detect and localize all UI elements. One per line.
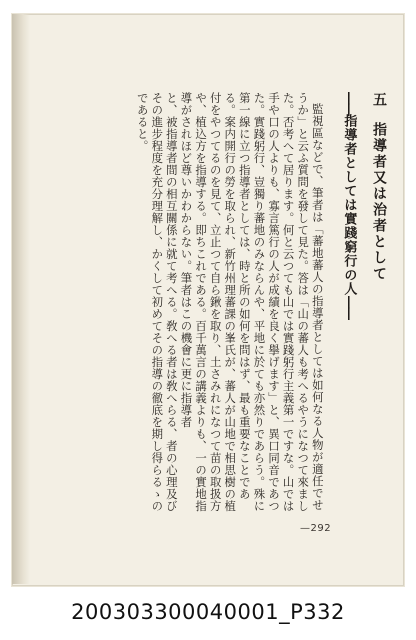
paragraph-2: と、被指導者間の相互關係に就て考へる。敎へる者は敎へらる、者の心理及びその進步程度を充分理解し、かくして初めてその指導の徹底を期し得らるゝのであると。: [135, 92, 179, 512]
image-caption: 200303300040001_P332: [71, 600, 345, 624]
subheading-dash-after: ――: [341, 296, 357, 318]
subheading: [341, 92, 356, 522]
paragraph-1: 監視區などで、筆者は「蕃地蕃人の指導者としては如何なる人物が適任でせうか」と云ふ質問を發して見た。答は「山の蕃人も考へるやうになつて來ました。否考へて居ります。何と云つても山では實踐躬行主義第一ですな。山では手や口の人よりも、寡言篤行の人が成績を良く擧げます」と、異口同音であつた。實踐躬行、豈獨り蕃地のみならんや、平地に於ても亦然りであらう。殊に第一線に立つ指導者としては、時と所の如何を問はず、最も重要なことである。案内開行の勞を取られ、新竹州理蕃課の峯氏が、蕃人が山地で相思樹の植付をやつてるのを見て、立止つて自ら鍬を取り、土さみれになつて苗の取扱方や、植込方を指導する。即ちこれである。百千萬言の講義よりも、一の實地指導がされほど尊いかわからない。筆者はこの機會に更に指導者: [179, 92, 325, 512]
subheading-text: 指導者としては實踐窮行の人: [341, 114, 357, 296]
page-number: —292: [300, 523, 332, 534]
binding-edge-shadow: [12, 14, 30, 584]
subheading-dash-before: ――: [341, 92, 357, 114]
section-number: 五: [371, 92, 387, 108]
section-heading: [371, 92, 386, 522]
page-body-text: [58, 92, 396, 522]
section-title: 指導者又は治者として: [371, 122, 387, 282]
